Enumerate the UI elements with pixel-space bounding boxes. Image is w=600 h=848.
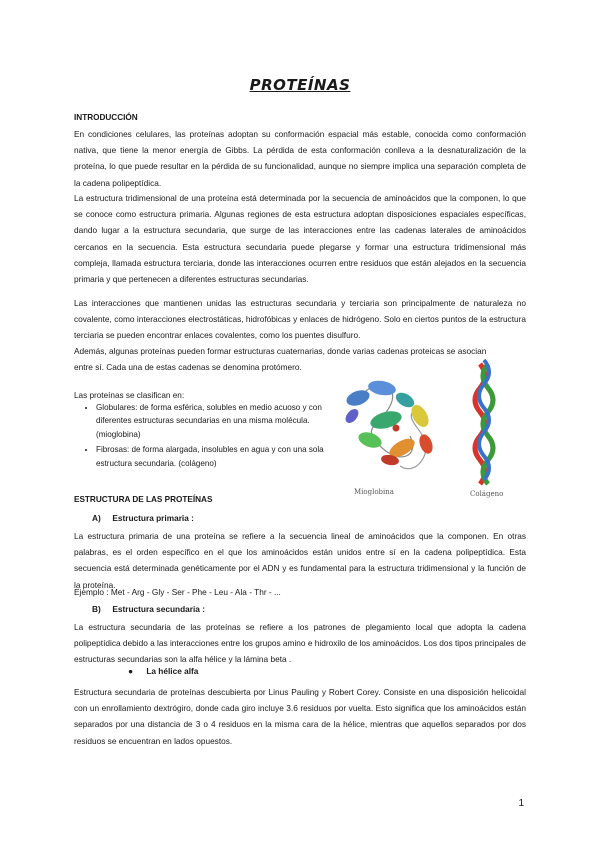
paragraph-quaternary-first: Además, algunas proteínas pueden formar estructuras cuaternarias, donde varias cadenas proteicas se asocian	[74, 346, 487, 356]
paragraph-secondary: La estructura secundaria de las proteínas se refiere a los patrones de plegamiento local que adopta la cadena polipeptídica debido a las interacciones entre los grupos amino e hidroxilo de los aminoácidos. Los dos tipos principales de estructuras secundarias son la alfa hélice y la lámina beta .	[74, 622, 526, 665]
helix-bullet-label: La hélice alfa	[146, 666, 199, 676]
paragraph-alpha-helix: Estructura secundaria de proteínas descubierta por Linus Pauling y Robert Corey. Consiste en una disposición helicoidal con un enrollamiento dextrógiro, donde cada giro incluye 3.6 residuos por vuelta. Esto significa que los aminoácidos están separados por una distancia de 3 o 4 residuos en la misma cara de la hélice, mientras que aquellos separados por dos residuos se encuentran en lados opuestos.	[74, 687, 526, 746]
classification-list	[78, 401, 328, 472]
section-a-letter: A)	[92, 513, 101, 523]
section-a-label: Estructura primaria :	[112, 513, 194, 523]
example-sequence: Ejemplo : Met - Arg - Gly - Ser - Phe - Leu - Ala - Thr - ...	[74, 587, 281, 597]
section-b-label: Estructura secundaria :	[112, 604, 205, 614]
section-b-letter: B)	[92, 604, 101, 614]
protein-figure	[330, 356, 530, 500]
caption-myoglobin: Mioglobina	[354, 488, 394, 496]
paragraph-intro: En condiciones celulares, las proteínas adoptan su conformación espacial más estable, conocida como conformación nativa, que tiene la menor energía de Gibbs. La pérdida de esta conformación conlleva a la desnaturalización de la proteína, lo que puede resultar en la pérdida de su funcionalidad, aunque no siempre implica una separación completa de la cadena polipeptídica.	[74, 129, 526, 188]
paragraph-structure: La estructura tridimensional de una proteína está determinada por la secuencia de aminoácidos que la componen, lo que se conoce como estructura primaria. Algunas regiones de esta estructura adoptan disposiciones espaciales específicas, dando lugar a la estructura secundaria, que surge de las interacciones entre las cadenas laterales de aminoácidos cercanos en la secuencia. Esta estructura secundaria puede plegarse y formar una estructura tridimensional más compleja, llamada estructura terciaria, donde las interacciones ocurren entre residuos que están alejados en la secuencia primaria y que pertenecen a diferentes estructuras secundarias.	[74, 193, 526, 285]
section-b-heading	[92, 604, 205, 614]
list-item-globular: • Globulares: de forma esférica, solubles en medio acuoso y con diferentes estructuras secundarias en una misma molécula. (mioglobina)	[96, 401, 328, 441]
paragraph-quaternary-rest: entre sí. Cada una de estas cadenas se denomina protómero.	[74, 362, 302, 372]
page-title: PROTEÍNAS	[249, 76, 351, 94]
intro-heading: INTRODUCCIÓN	[74, 113, 138, 122]
paragraph-interactions: Las interacciones que mantienen unidas las estructuras secundaria y terciaria son principalmente de naturaleza no covalente, como interacciones electrostáticas, hidrofóbicas y enlaces de hidrógeno. Solo en ciertos puntos de la estructura terciaria se pueden encontrar enlaces covalentes, como los puentes disulfuro.	[74, 298, 526, 341]
list-item-fibrous: • Fibrosas: de forma alargada, insolubles en agua y con una sola estructura secundaria. (colágeno)	[96, 443, 328, 470]
collagen-illustration	[475, 360, 493, 484]
structure-heading: ESTRUCTURA DE LAS PROTEÍNAS	[74, 495, 213, 504]
section-a-heading	[92, 513, 194, 523]
paragraph-primary: La estructura primaria de una proteína se refiere a la secuencia lineal de aminoácidos que la componen. En otras palabras, es el orden específico en el que los aminoácidos están unidos entre sí en la cadena polipeptídica. Esta secuencia está determinada genéticamente por el ADN y es fundamental para la estructura tridimensional y la función de la proteína.	[74, 531, 526, 590]
classify-intro: Las proteínas se clasifican en:	[74, 391, 185, 400]
bullet-dot-icon: ●	[128, 666, 134, 676]
myoglobin-illustration	[343, 379, 435, 469]
helix-bullet	[128, 666, 198, 676]
caption-collagen: Colágeno	[470, 490, 504, 498]
page-number: 1	[518, 798, 524, 809]
